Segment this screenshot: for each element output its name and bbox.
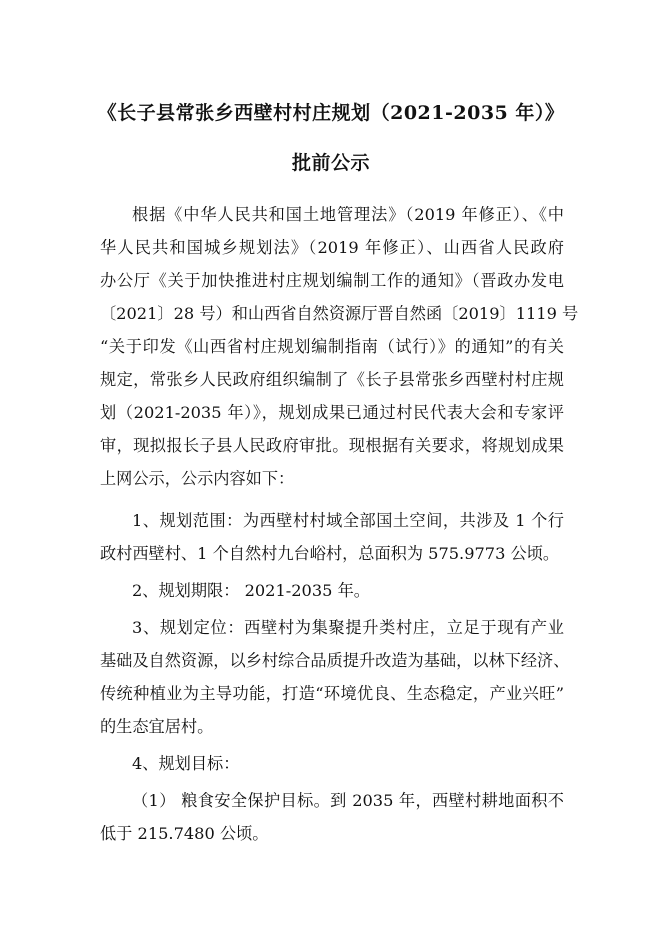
body-line: 〔2021〕28 号）和山西省自然资源厅晋自然函〔2019〕1119 号 (100, 304, 579, 323)
list-item-positioning: 3、规划定位：西壁村为集聚提升类村庄，立足于现有产业 (132, 618, 564, 637)
body-line: 办公厅《关于加快推进村庄规划编制工作的通知》（晋政办发电 (100, 271, 564, 290)
body-line: 规定，常张乡人民政府组织编制了《长子县常张乡西壁村村庄规 (100, 370, 564, 389)
body-line: 划（2021-2035 年）》，规划成果已通过村民代表大会和专家评 (100, 403, 564, 422)
body-line: “关于印发《山西省村庄规划编制指南（试行）》的通知”的有关 (100, 337, 564, 356)
body-line: 根据《中华人民共和国土地管理法》（2019 年修正）、《中 (132, 205, 564, 224)
list-item-period: 2、规划期限： 2021-2035 年。 (132, 581, 370, 600)
document-subtitle: 批前公示 (291, 152, 370, 174)
body-line: 低于 215.7480 公顷。 (100, 824, 269, 843)
list-item-goals: 4、规划目标： (132, 754, 240, 773)
body-line: 华人民共和国城乡规划法》（2019 年修正）、山西省人民政府 (100, 238, 564, 257)
body-line: 审，现拟报长子县人民政府审批。现根据有关要求，将规划成果 (100, 436, 564, 455)
body-line: 政村西壁村、1 个自然村九台峪村，总面积为 575.9773 公顷。 (100, 544, 560, 563)
sub-item-food-security: （1） 粮食安全保护目标。到 2035 年，西壁村耕地面积不 (132, 791, 564, 810)
body-line: 的生态宜居村。 (100, 717, 214, 736)
body-line: 传统种植业为主导功能，打造“环境优良、生态稳定，产业兴旺” (100, 684, 564, 703)
body-line: 基础及自然资源，以乡村综合品质提升改造为基础，以林下经济、 (100, 651, 570, 670)
list-item-scope: 1、规划范围：为西壁村村域全部国土空间，共涉及 1 个行 (132, 511, 564, 530)
body-line: 上网公示，公示内容如下： (100, 469, 295, 488)
document-title: 《长子县常张乡西壁村村庄规划（2021-2035 年）》 (97, 102, 565, 124)
